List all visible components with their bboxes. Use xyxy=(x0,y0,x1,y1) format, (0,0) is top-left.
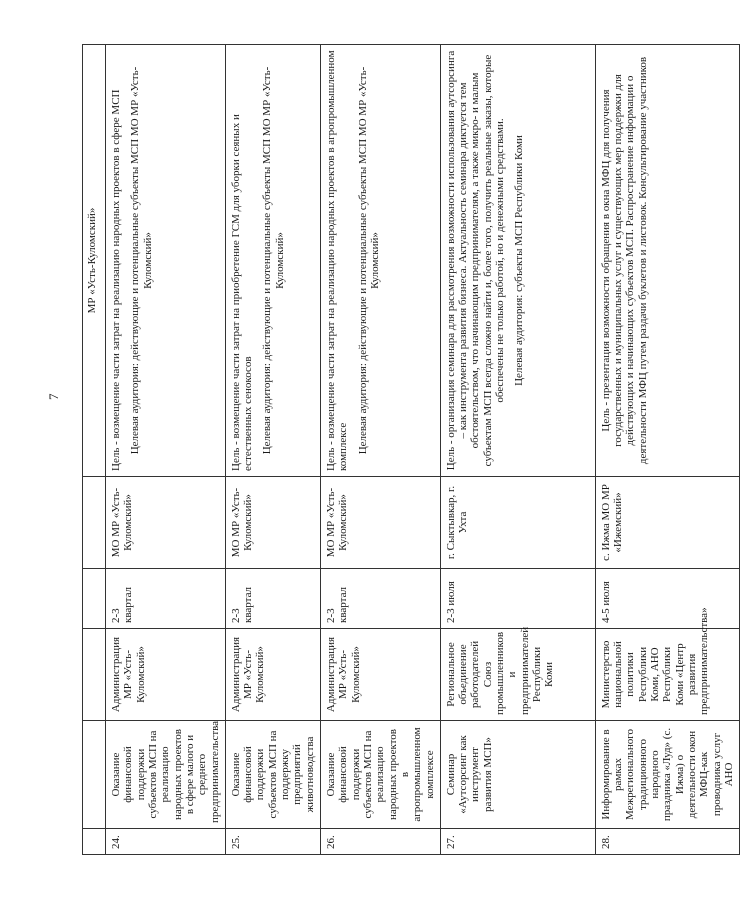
table-row xyxy=(440,45,595,855)
event-goal-cell xyxy=(440,45,595,477)
rotated-table-container xyxy=(82,45,735,855)
event-goal: Цель - презентация возможности обращения в окна МФЦ для получения государственных и муниципальных услуг и существующих мер поддержки для действующих и начинающих субъектов МСП. Распространение информации о деятельности МФЦ путем раздачи буклетов и листовок. Консультирование участников xyxy=(599,56,649,465)
event-place: МО МР «Усть-Куломский» xyxy=(106,477,226,569)
target-audience: Целевая аудитория: действующие и потенциальные субъекты МСП МО МР «Усть-Куломский» xyxy=(129,66,154,455)
event-goal-cell xyxy=(321,45,441,477)
event-date: 2-3 квартал xyxy=(321,569,441,629)
table-row xyxy=(595,45,739,855)
event-name: Оказание финансовой поддержки субъектов МСП на реализацию народных проектов в сфере малого и среднего предпринимательства xyxy=(106,721,226,829)
event-date: 4-5 июля xyxy=(595,569,739,629)
event-name: Оказание финансовой поддержки субъектов МСП на поддержку предприятий животноводства xyxy=(225,721,320,829)
event-place: г. Сыктывкар, г. Ухта xyxy=(440,477,595,569)
event-place: МО МР «Усть-Куломский» xyxy=(321,477,441,569)
row-number: 27. xyxy=(440,829,595,855)
header-cell-place xyxy=(83,477,106,569)
target-audience: Целевая аудитория: субъекты МСП Республики Коми xyxy=(513,135,526,386)
event-name: Оказание финансовой поддержки субъектов МСП на реализацию народных проектов в агропромышленном комплексе xyxy=(321,721,441,829)
organizer: Администрация МР «Усть-Куломский» xyxy=(106,629,226,721)
header-cell-organizer xyxy=(83,629,106,721)
event-goal: Цель - возмещение части затрат на реализацию народных проектов в сфере МСП xyxy=(110,89,122,471)
event-goal: Цель - возмещение части затрат на реализацию народных проектов в агропромышленном комплексе xyxy=(325,50,350,471)
events-table xyxy=(82,44,740,855)
table-row xyxy=(321,45,441,855)
row-number: 25. xyxy=(225,829,320,855)
header-cell-name xyxy=(83,721,106,829)
event-goal: Цель - организация семинара для рассмотрения возможности использования аутсорсинга – как инструмента развития бизнеса. Актуальность семинара диктуется тем обстоятельством, что начинающим предпринимателям, а также микро- и малым субъектам МСП всегда сложно найти и, более того, получить реальные заказы, которые обеспечены не только работой, но и денежными средствами. xyxy=(444,50,507,471)
event-date: 2-3 июля xyxy=(440,569,595,629)
event-goal: Цель - возмещение части затрат на приобретение ГСМ для уборки сеяных и естественных сенокосов xyxy=(229,114,255,471)
header-cell-when xyxy=(83,569,106,629)
organizer: Министерство национальной политики Республики Коми, АНО Республики Коми «Центр развития предпринимательства» xyxy=(595,629,739,721)
header-cell-num xyxy=(83,829,106,855)
event-goal-cell xyxy=(225,45,320,477)
row-number: 26. xyxy=(321,829,441,855)
organizer: Администрация МР «Усть-Куломский» xyxy=(321,629,441,721)
organizer: Администрация МР «Усть-Куломский» xyxy=(225,629,320,721)
event-name: Информирование в рамках Межрегионального традиционного народного праздника «Луд» (с. Ижма) о деятельности окон МФЦ-как проводника услуг АНО xyxy=(595,721,739,829)
page-number: 7 xyxy=(46,393,61,400)
target-audience: Целевая аудитория: действующие и потенциальные субъекты МСП МО МР «Усть-Куломский» xyxy=(356,66,381,455)
event-date: 2-3 квартал xyxy=(106,569,226,629)
event-goal-cell xyxy=(106,45,226,477)
row-number: 28. xyxy=(595,829,739,855)
event-goal-cell xyxy=(595,45,739,477)
event-date: 2-3 квартал xyxy=(225,569,320,629)
table-row xyxy=(225,45,320,855)
event-place: с. Ижма МО МР «Ижемский» xyxy=(595,477,739,569)
organizer: Региональное объединение работодателей Союз промышленников и предпринимателей Республики Коми xyxy=(440,629,595,721)
row-number: 24. xyxy=(106,829,226,855)
event-name: Семинар «Аутсорсинг как инструмент развития МСП» xyxy=(440,721,595,829)
table-header-row xyxy=(83,45,106,855)
header-cell-goal: МР «Усть-Куломский» xyxy=(83,45,106,477)
table-row xyxy=(106,45,226,855)
event-place: МО МР «Усть-Куломский» xyxy=(225,477,320,569)
target-audience: Целевая аудитория: действующие и потенциальные субъекты МСП МО МР «Усть-Куломский» xyxy=(261,66,286,455)
